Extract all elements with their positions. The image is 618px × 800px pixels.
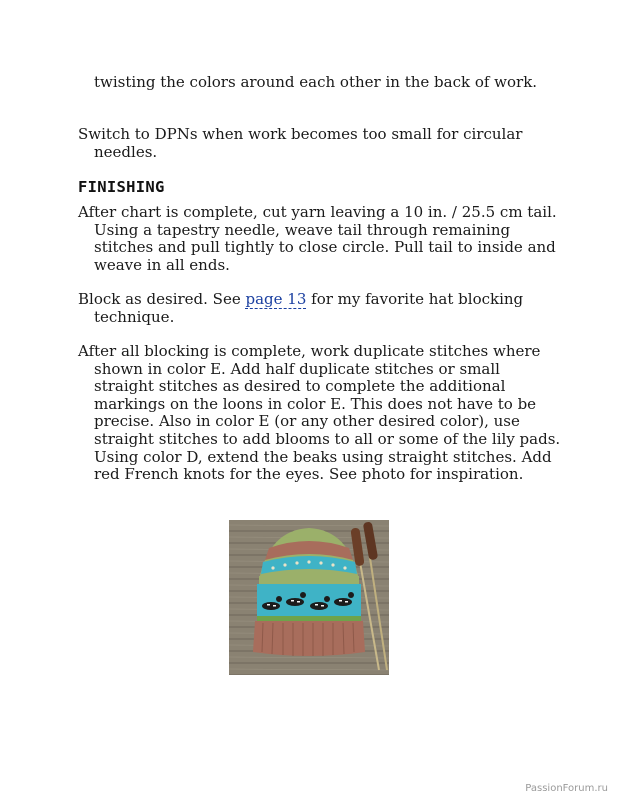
after-chart-paragraph: After chart is complete, cut yarn leaving a 10 in. / 25.5 cm tail. Using a tapestry needle, weave tail through remaining stitches and pull tightly to close circle. Pull tail to inside and weave in all ends. — [78, 203, 557, 274]
continued-paragraph: twisting the colors around each other in the back of work. — [94, 73, 538, 91]
page-13-link[interactable]: page 13 — [245, 290, 307, 308]
finishing-heading: FINISHING — [78, 178, 165, 196]
hat-illustration — [229, 520, 389, 675]
duplicate-stitch-paragraph: After all blocking is complete, work duplicate stitches where shown in color E. Add half duplicate stitches or small straight stitches as desired to complete the additional markings on the loons in color E. This does not have to be precise. Also in color E (or any other desired color), use straight stitches to add blooms to all or some of the lily pads. Using color D, extend the beaks using straight stitches. Add red French knots for the eyes. See photo for inspiration. — [78, 342, 561, 484]
block-text-after: for my favorite hat blocking technique. — [94, 290, 524, 326]
block-paragraph — [78, 291, 564, 326]
switch-dpn-paragraph: Switch to DPNs when work becomes too small for circular needles. — [78, 125, 523, 161]
knitted-hat-photo — [229, 520, 389, 675]
site-watermark: PassionForum.ru — [525, 783, 608, 794]
block-text-before: Block as desired. See — [78, 290, 246, 308]
